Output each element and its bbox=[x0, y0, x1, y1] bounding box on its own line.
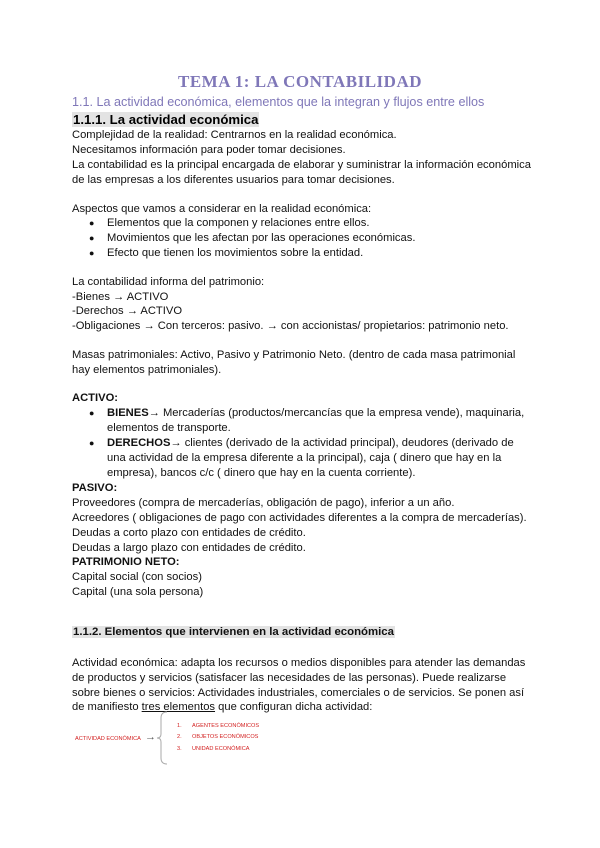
derechos-continuation: empresa), bancos c/c ( dinero que hay en la cuenta corriente). bbox=[107, 467, 416, 479]
derechos-item bbox=[107, 436, 514, 452]
diagram-item-number: 3. bbox=[177, 746, 182, 752]
pasivo-line: Acreedores ( obligaciones de pago con actividades diferentes a la compra de mercaderías). bbox=[72, 512, 527, 524]
pasivo-label: PASIVO: bbox=[72, 482, 118, 494]
pn-label: PATRIMONIO NETO: bbox=[72, 556, 180, 568]
patrimonio-line: -Obligaciones → Con terceros: pasivo. → con accionistas/ propietarios: patrimonio neto. bbox=[72, 320, 509, 332]
intro-line: Complejidad de la realidad: Centrarnos en la realidad económica. bbox=[72, 129, 397, 141]
patrimonio-line: -Derechos → ACTIVO bbox=[72, 305, 183, 317]
derechos-continuation: una actividad de la empresa diferente a la principal), caja ( dinero que hay en la bbox=[107, 452, 502, 464]
aspect-item: Movimientos que les afectan por las operaciones económicas. bbox=[107, 232, 416, 244]
aspect-item: Elementos que la componen y relaciones entre ellos. bbox=[107, 217, 370, 229]
pn-line: Capital (una sola persona) bbox=[72, 586, 204, 598]
actividad-line: Actividad económica: adapta los recursos o medios disponibles para atender las demandas bbox=[72, 657, 526, 669]
patrimonio-line: -Bienes → ACTIVO bbox=[72, 291, 169, 303]
intro-line: Necesitamos información para poder tomar decisiones. bbox=[72, 144, 346, 156]
page-title: TEMA 1: LA CONTABILIDAD bbox=[177, 72, 423, 91]
diagram-item bbox=[177, 723, 259, 729]
actividad-line: sobre bienes o servicios: Actividades industriales, comerciales o de servicios. Se ponen así bbox=[72, 687, 525, 699]
actividad-line bbox=[72, 700, 372, 716]
activo-label: ACTIVO: bbox=[72, 392, 118, 404]
diagram-item-number: 2. bbox=[177, 734, 182, 740]
bullet-icon: ● bbox=[89, 248, 95, 258]
diagram-item bbox=[177, 746, 250, 752]
diagram-item-text: OBJETOS ECONÓMICOS bbox=[192, 734, 259, 740]
derechos-label: DERECHOS bbox=[107, 437, 171, 449]
arrow-icon: → bbox=[145, 731, 156, 743]
diagram-item-number: 1. bbox=[177, 723, 182, 729]
masas-line: hay elementos patrimoniales). bbox=[72, 364, 222, 376]
diagram-item bbox=[177, 734, 258, 740]
actividad-pre: de manifiesto bbox=[72, 701, 142, 713]
pasivo-line: Proveedores (compra de mercaderías, obligación de pago), inferior a un año. bbox=[72, 497, 455, 509]
intro-line: de las empresas a los diferentes usuarios para tomar decisiones. bbox=[72, 174, 395, 186]
bienes-continuation: elementos de transporte. bbox=[107, 422, 231, 434]
aspect-item: Efecto que tienen los movimientos sobre la entidad. bbox=[107, 247, 364, 259]
bienes-label: BIENES bbox=[107, 407, 149, 419]
brace-icon bbox=[155, 710, 169, 766]
subsection-heading-1: 1.1.1. La actividad económica bbox=[73, 112, 259, 127]
pasivo-line: Deudas a corto plazo con entidades de crédito. bbox=[72, 527, 306, 539]
bienes-text: → Mercaderías (productos/mercancías que la empresa vende), maquinaria, bbox=[148, 407, 525, 419]
bullet-icon: ● bbox=[89, 438, 95, 448]
patrimonio-line: La contabilidad informa del patrimonio: bbox=[72, 276, 265, 288]
actividad-post: que configuran dicha actividad: bbox=[215, 701, 373, 713]
bullet-icon: ● bbox=[89, 408, 95, 418]
actividad-line: de productos y servicios (satisfacer las necesidades de las personas). Puede realizarse bbox=[72, 672, 507, 684]
diagram-item-text: UNIDAD ECONÓMICA bbox=[192, 746, 250, 752]
aspects-intro: Aspectos que vamos a considerar en la realidad económica: bbox=[72, 203, 372, 215]
derechos-text: → clientes (derivado de la actividad principal), deudores (derivado de bbox=[170, 437, 514, 449]
pn-line: Capital social (con socios) bbox=[72, 571, 202, 583]
diagram-item-text: AGENTES ECONÓMICOS bbox=[192, 723, 260, 729]
intro-line: La contabilidad es la principal encargada de elaborar y suministrar la información económica bbox=[72, 159, 531, 171]
subsection-heading-2: 1.1.2. Elementos que intervienen en la actividad económica bbox=[73, 626, 394, 638]
pasivo-line: Deudas a largo plazo con entidades de crédito. bbox=[72, 542, 306, 554]
bullet-icon: ● bbox=[89, 233, 95, 243]
masas-line: Masas patrimoniales: Activo, Pasivo y Patrimonio Neto. (dentro de cada masa patrimonial bbox=[72, 349, 516, 361]
section-heading: 1.1. La actividad económica, elementos que la integran y flujos entre ellos bbox=[72, 95, 485, 109]
bullet-icon: ● bbox=[89, 218, 95, 228]
diagram-label: ACTIVIDAD ECONÓMICA bbox=[75, 736, 141, 742]
bienes-item bbox=[107, 406, 524, 422]
tres-elementos: tres elementos bbox=[141, 701, 216, 713]
